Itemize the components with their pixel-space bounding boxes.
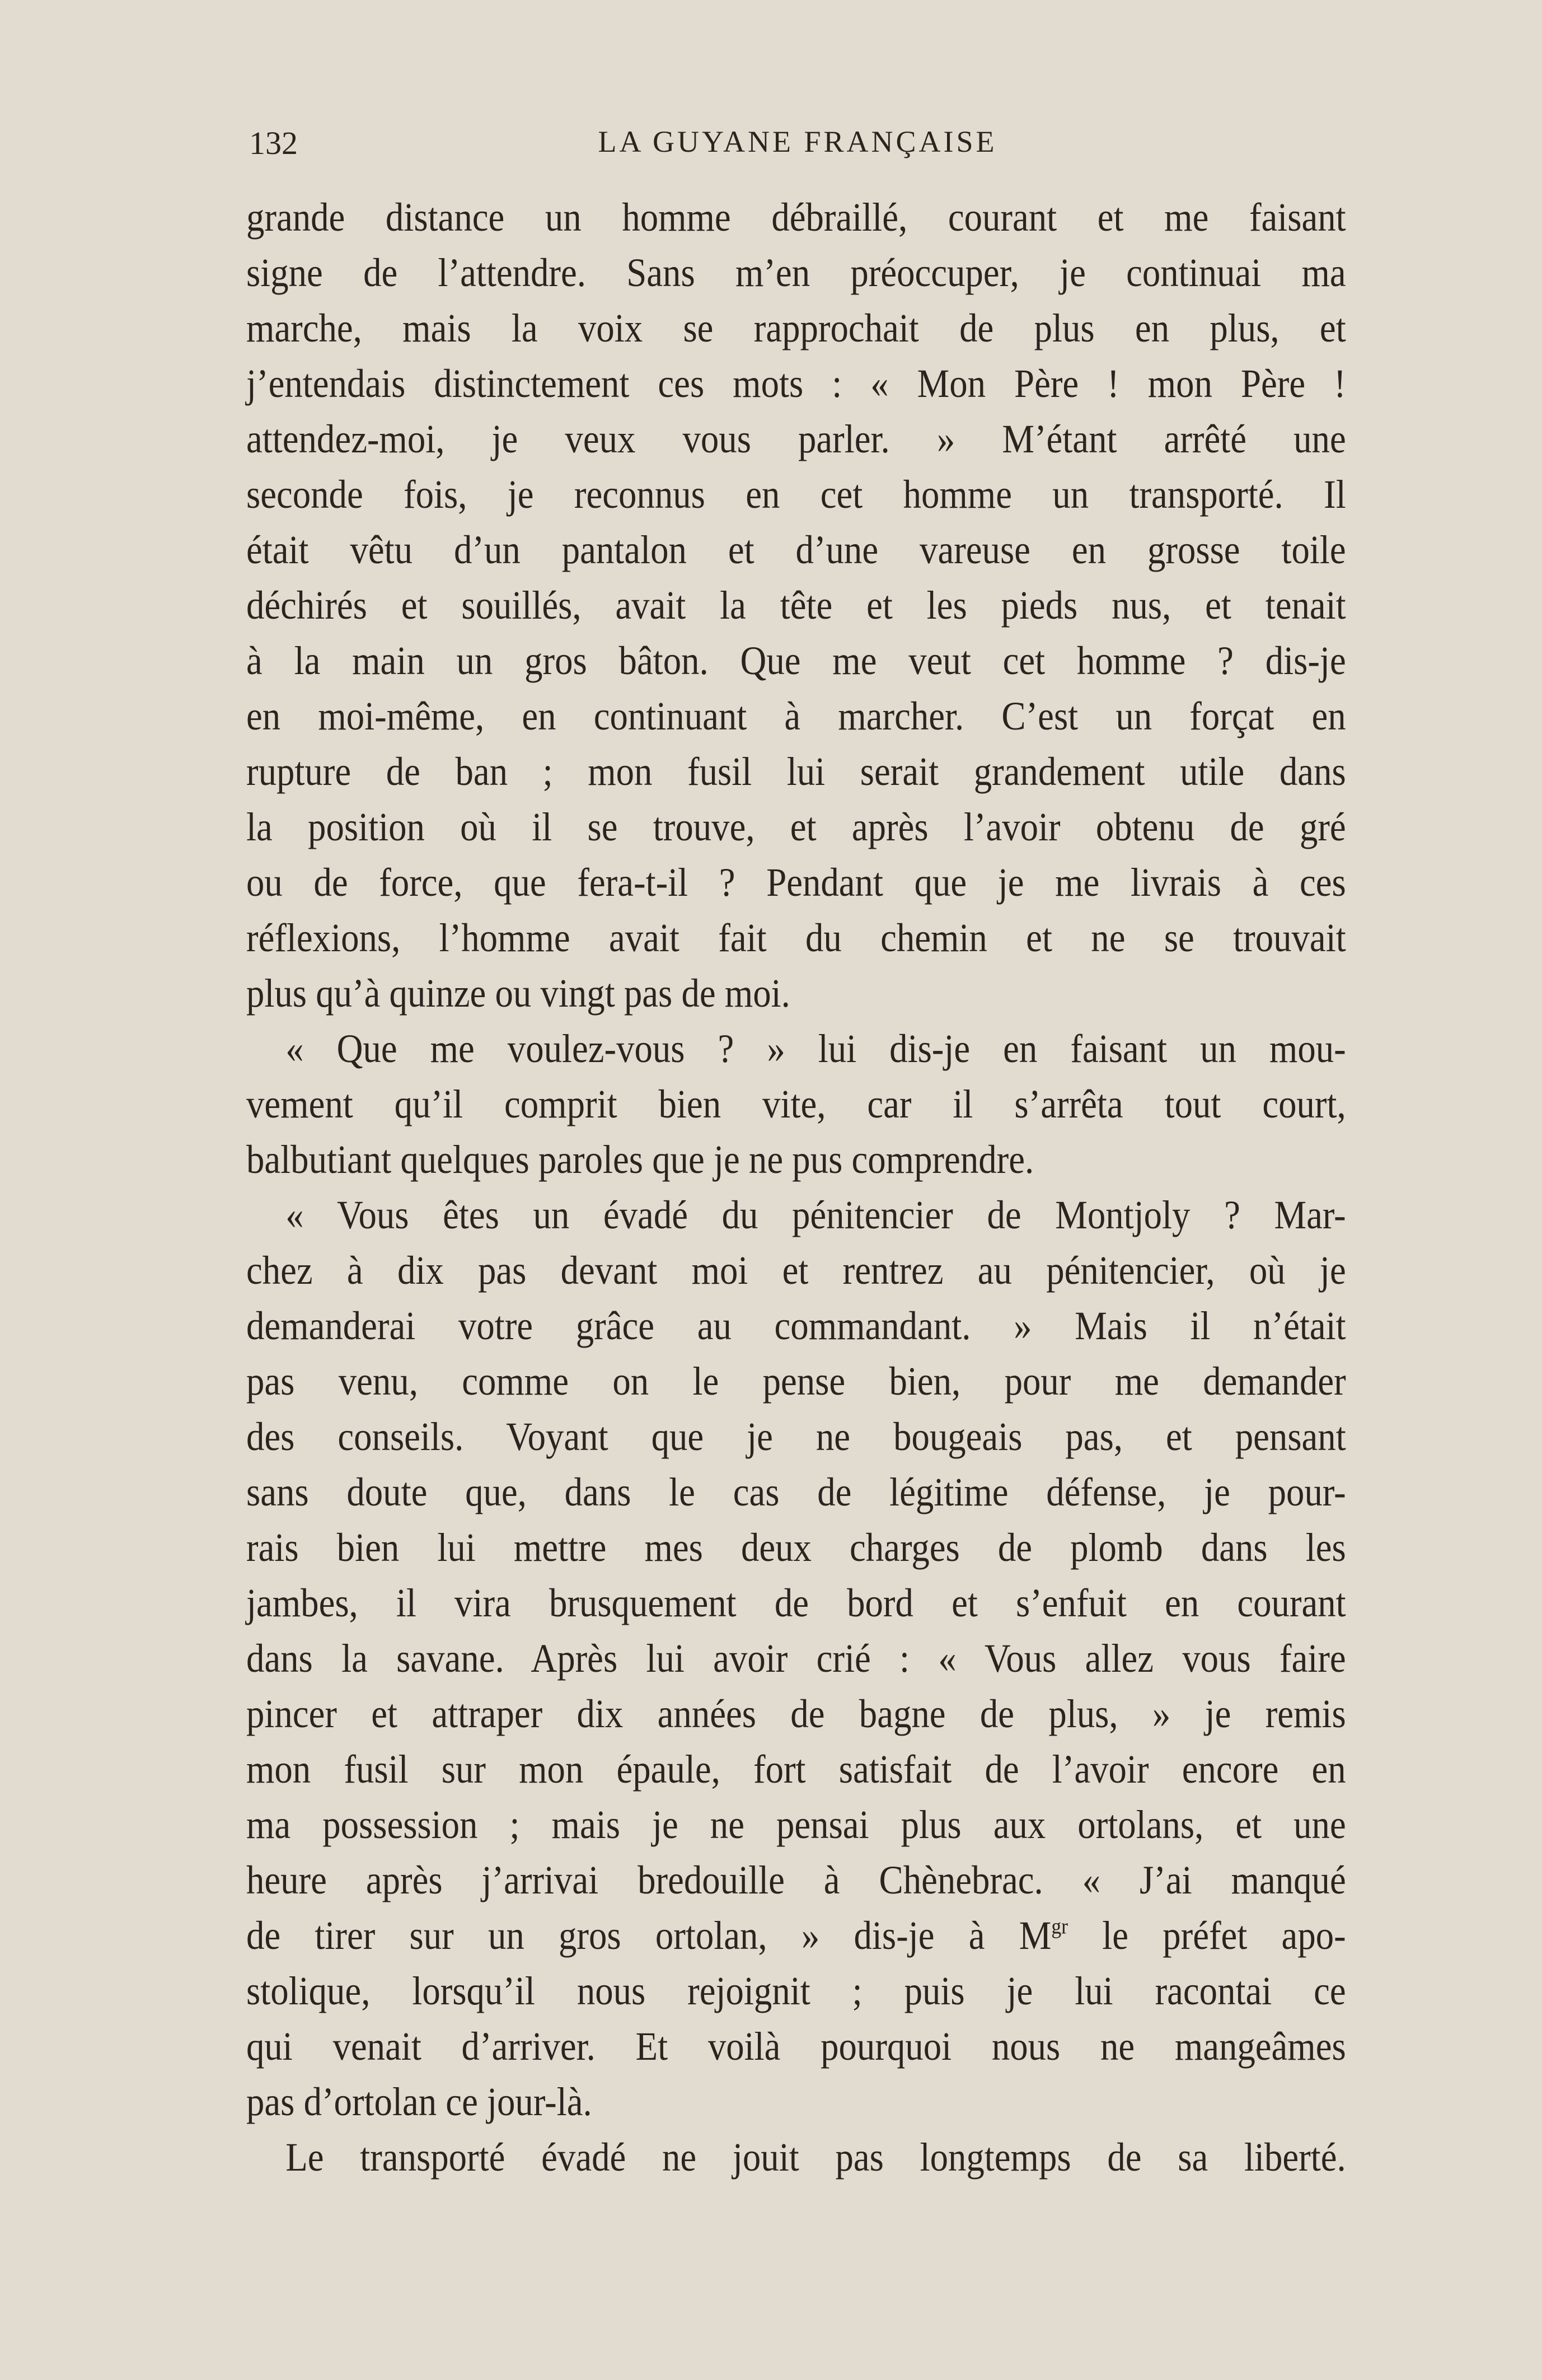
text-line: dans la savane. Après lui avoir crié : « Vous allez vous faire: [246, 1636, 1346, 1681]
text-line: attendez-moi, je veux vous parler. » M’étant arrêté une: [246, 417, 1346, 461]
text-line: pas venu, comme on le pense bien, pour me demander: [246, 1359, 1346, 1404]
text-line: vement qu’il comprit bien vite, car il s’arrêta tout court,: [246, 1082, 1346, 1126]
text-line: « Vous êtes un évadé du pénitencier de Montjoly ? Mar-: [285, 1193, 1346, 1237]
text-line: ma possession ; mais je ne pensai plus aux ortolans, et une: [246, 1802, 1346, 1847]
text-line: [246, 1908, 1346, 1963]
text-segment: de tirer sur un gros ortolan, » dis-je à M: [246, 1913, 1052, 1958]
text-line: en moi-même, en continuant à marcher. C’est un forçat en: [246, 694, 1346, 738]
text-line: réflexions, l’homme avait fait du chemin et ne se trouvait: [246, 915, 1346, 960]
text-segment: le préfet apo-: [1067, 1913, 1346, 1958]
text-line: balbutiant quelques paroles que je ne pus comprendre.: [246, 1137, 1034, 1182]
text-line: jambes, il vira brusquement de bord et s’enfuit en courant: [246, 1581, 1346, 1625]
text-line: la position où il se trouve, et après l’avoir obtenu de gré: [246, 805, 1346, 849]
text-line: j’entendais distinctement ces mots : « Mon Père ! mon Père !: [246, 361, 1346, 406]
text-line: des conseils. Voyant que je ne bougeais pas, et pensant: [246, 1414, 1346, 1459]
text-line: à la main un gros bâton. Que me veut cet homme ? dis-je: [246, 638, 1346, 683]
text-line: rupture de ban ; mon fusil lui serait grandement utile dans: [246, 749, 1346, 794]
text-line: pincer et attraper dix années de bagne de plus, » je remis: [246, 1691, 1346, 1736]
text-line: Le transporté évadé ne jouit pas longtemps de sa liberté.: [285, 2135, 1346, 2180]
text-line: chez à dix pas devant moi et rentrez au pénitencier, où je: [246, 1248, 1346, 1293]
text-line: grande distance un homme débraillé, courant et me faisant: [246, 195, 1346, 240]
text-line: heure après j’arrivai bredouille à Chènebrac. « J’ai manqué: [246, 1858, 1346, 1902]
text-line: qui venait d’arriver. Et voilà pourquoi nous ne mangeâmes: [246, 2024, 1346, 2069]
superscript: gr: [1051, 1914, 1068, 1939]
text-line: signe de l’attendre. Sans m’en préoccuper, je continuai ma: [246, 250, 1346, 295]
text-line: stolique, lorsqu’il nous rejoignit ; puis je lui racontai ce: [246, 1968, 1346, 2013]
text-line: était vêtu d’un pantalon et d’une vareuse en grosse toile: [246, 527, 1346, 572]
text-line: déchirés et souillés, avait la tête et les pieds nus, et tenait: [246, 583, 1346, 628]
text-line: sans doute que, dans le cas de légitime défense, je pour-: [246, 1470, 1346, 1514]
text-line: mon fusil sur mon épaule, fort satisfait de l’avoir encore en: [246, 1747, 1346, 1792]
page-number: 132: [249, 125, 298, 161]
text-line: marche, mais la voix se rapprochait de plus en plus, et: [246, 306, 1346, 350]
text-line: seconde fois, je reconnus en cet homme un transporté. Il: [246, 472, 1346, 517]
text-line: ou de force, que fera-t-il ? Pendant que je me livrais à ces: [246, 860, 1346, 905]
body-text: [246, 190, 1346, 2185]
running-title: LA GUYANE FRANÇAISE: [598, 125, 997, 158]
text-line: plus qu’à quinze ou vingt pas de moi.: [246, 971, 790, 1016]
text-line: « Que me voulez-vous ? » lui dis-je en faisant un mou-: [285, 1026, 1346, 1071]
text-line: demanderai votre grâce au commandant. » Mais il n’était: [246, 1303, 1346, 1348]
text-line: pas d’ortolan ce jour-là.: [246, 2079, 592, 2124]
text-line: rais bien lui mettre mes deux charges de plomb dans les: [246, 1525, 1346, 1570]
